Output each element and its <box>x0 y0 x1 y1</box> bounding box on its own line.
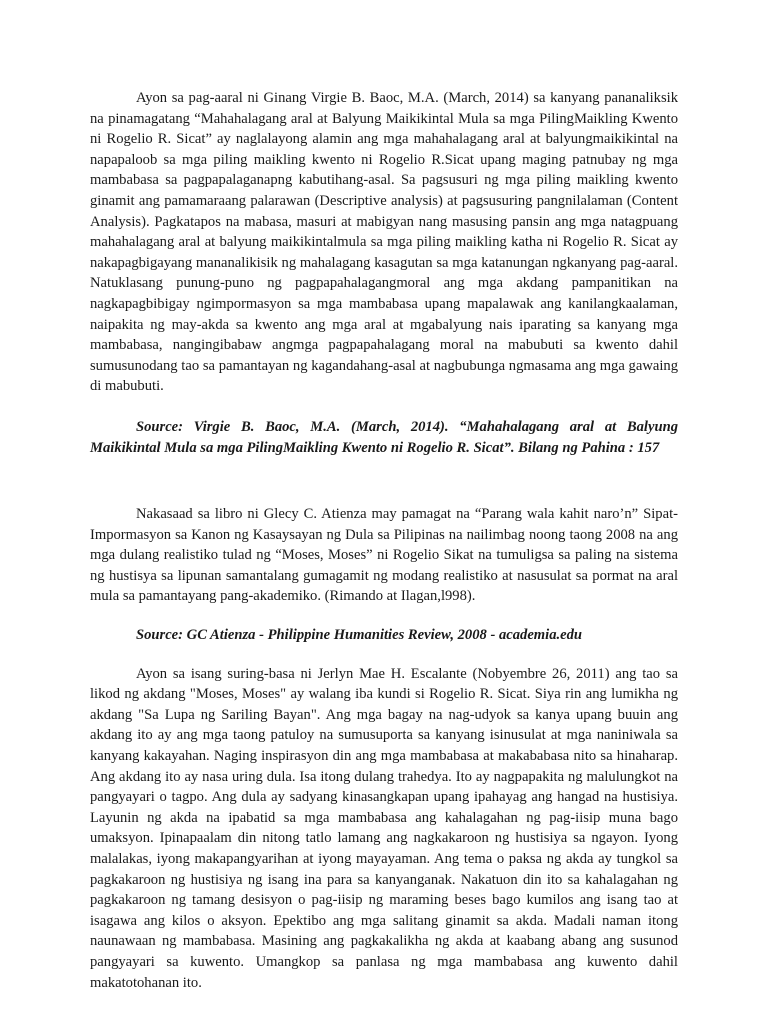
source-citation-atienza: Source: GC Atienza - Philippine Humanities Review, 2008 - academia.edu <box>136 627 583 644</box>
spacer <box>90 397 678 417</box>
source-citation-baoc: Source: Virgie B. Baoc, M.A. (March, 2014). “Mahahalagang aral at Balyung Maikikintal Mula sa mga PilingMaikling Kwento ni Rogelio R. Sicat”. Bilang ng Pahina : 157 <box>90 418 678 456</box>
paragraph-atienza-book: Nakasaad sa libro ni Glecy C. Atienza may pamagat na “Parang wala kahit naro’n” Sipat-Impormasyon sa Kanon ng Kasaysayan ng Dula sa Pilipinas na nailimbag noong taong 2008 na ang mga dulang realistiko tulad ng “Moses, Moses” ni Rogelio Sikat na tumuligsa sa paling na sistema ng hustisya sa lipunan samantalang gumagamit ng modang realistiko at nasusulat sa pormat na aral mula sa pamantayang pang-akademiko. (Rimando at Ilagan,l998). <box>90 506 678 605</box>
spacer <box>90 646 678 664</box>
document-page <box>90 88 678 993</box>
paragraph-baoc-study: Ayon sa pag-aaral ni Ginang Virgie B. Baoc, M.A. (March, 2014) sa kanyang pananaliksik na pinamagatang “Mahahalagang aral at Balyung Maikikintal Mula sa mga PilingMaikling Kwento ni Rogelio R. Sicat” ay naglalayong alamin ang mga mahahalagang aral at balyungmaikikintal na napapaloob sa mga piling maikling kwento ni Rogelio R.Sicat upang maging patnubay ng mga mambabasa sa pagpapalaganapng kabutihang-asal. Sa pagsusuri ng mga piling maikling kwento ginamit ang pamamaraang palarawan (Descriptive analysis) at pagsusuring pangnilalaman (Content Analysis). Pagkatapos na mabasa, masuri at mabigyan nang masusing pansin ang mga natagpuang mahahalagang aral at balyung maikikintalmula sa mga piling maikling katha ni Rogelio R. Sicat ay nakapagbigayang mananalikisik ng mahalagang kasagutan sa mga katanungan ngkanyang pag-aaral. Natuklasang punung-puno ng pagpapahalagangmoral ang mga akdang pampanitikan na nagkapagbibigay ngimpormasyon sa mga mambabasa upang mapalawak ang kanilangkaalaman, naipakita ng may-akda sa kwento ang mga aral at mgabalyung nais iparating sa kanyang mga mambabasa, nangingibabaw angmga pagpapahalagang moral na mabubuti sa kwento dahil sumusunodang tao sa pamantayan ng kagandahang-asal at nagbubunga ngmasama ang mga gawaing di mabubuti. <box>90 90 678 395</box>
paragraph-escalante-review: Ayon sa isang suring-basa ni Jerlyn Mae H. Escalante (Nobyembre 26, 2011) ang tao sa likod ng akdang "Moses, Moses" ay walang iba kundi si Rogelio R. Sicat. Siya rin ang lumikha ng akdang "Sa Lupa ng Sariling Bayan". Ang mga bagay na nag-udyok sa kanya upang buuin ang akdang ito ay ang mga taong patuloy na sumusuporta sa kanyang isinusulat at mga naniniwala sa kanyang kakayahan. Naging inspirasyon din ang mga mambabasa at makababasa nito sa hinaharap. Ang akdang ito ay nasa uring dula. Isa itong dulang trahedya. Ito ay nagpapakita ng malulungkot na pangyayari o tagpo. Ang dula ay sadyang kinasangkapan upang ipahayag ang hangad na hustisiya. Layunin ng akda na ipabatid sa mga mambabasa ang kahalagahan ng pag-iisip muna bago umaksyon. Ipinapaalam din nitong tatlo lamang ang nagkakaroon ng hustisiya sa ngayon. Iyong malalakas, iyong makapangyarihan at iyong mayayaman. Ang tema o paksa ng akda ay tungkol sa pagkakaroon ng hustisiya ng isang ina para sa kanyanganak. Nakatuon din ito sa kahalagahan ng pagkakaroon ng tamang desisyon o pag-iisip ng maraming beses bago kumilos ang isang tao at isagawa ang kilos o aksyon. Epektibo ang mga salitang ginamit sa akda. Madali naman itong naunawaan ng mambabasa. Masining ang pagkakalikha ng akda at kaabang abang ang susunod pangyayari sa kuwento. Umangkop sa panlasa ng mga mambabasa ang kuwento dahil makatotohanan ito. <box>90 665 678 991</box>
spacer <box>90 607 678 625</box>
spacer <box>90 458 678 504</box>
